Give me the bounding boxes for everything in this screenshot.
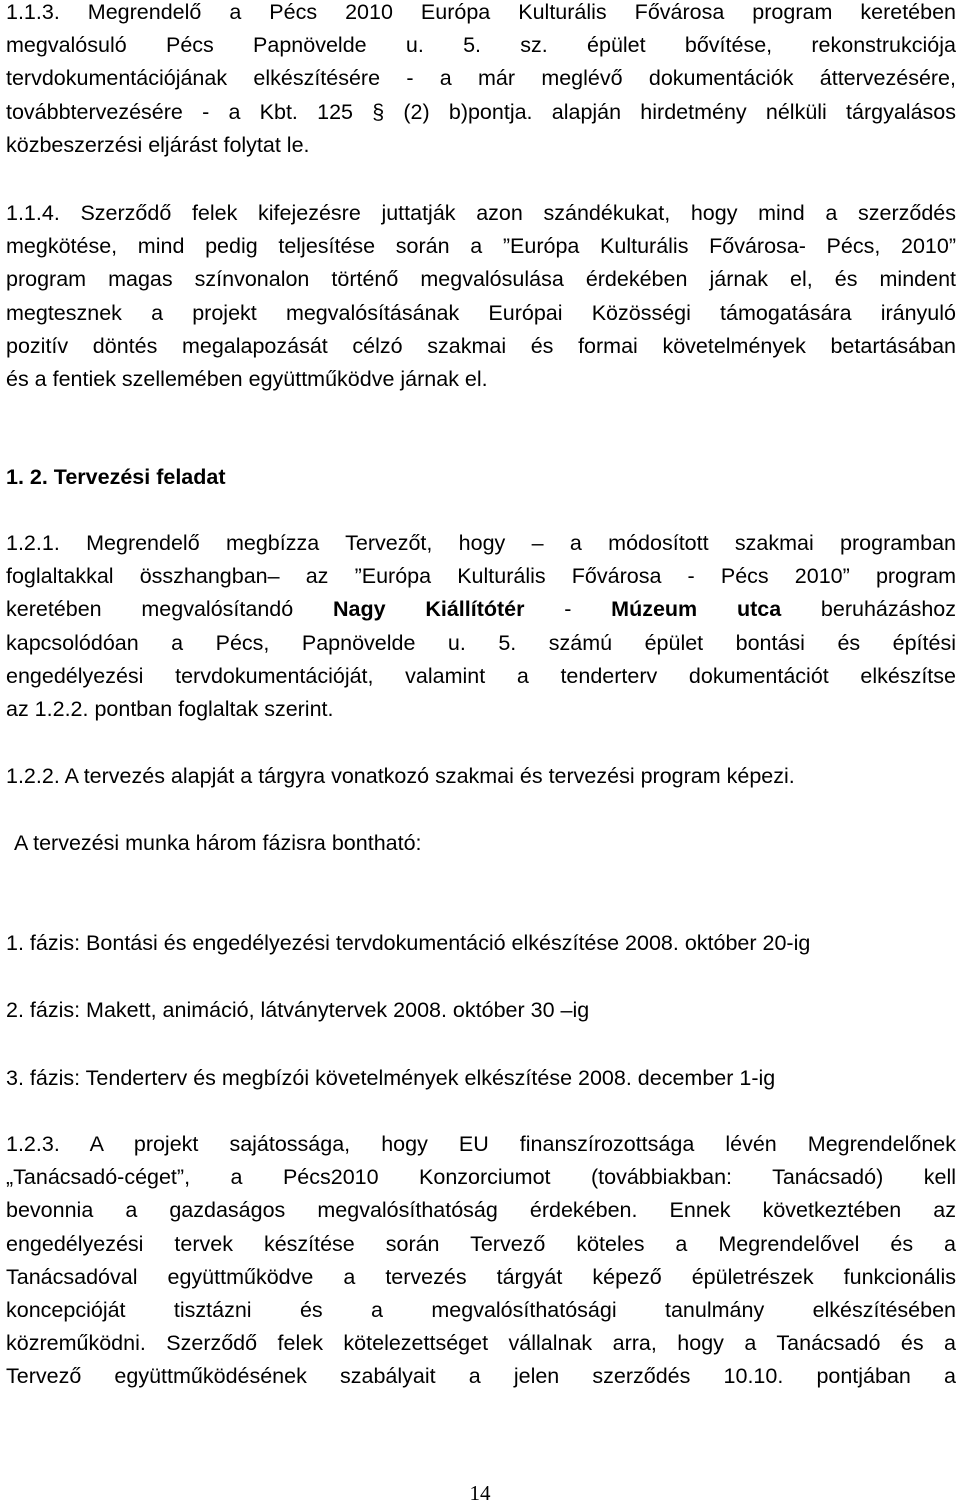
text-run: keretében megvalósítandó bbox=[6, 597, 333, 622]
paragraph-1-2-1 bbox=[6, 527, 956, 726]
paragraph-1-1-4 bbox=[6, 197, 956, 396]
text-line: megvalósuló Pécs Papnövelde u. 5. sz. épület bővítése, rekonstrukciója bbox=[6, 33, 956, 58]
text-line: kapcsolódóan a Pécs, Papnövelde u. 5. számú épület bontási és építési bbox=[6, 630, 956, 655]
text-line: „Tanácsadó-céget”, a Pécs2010 Konzorciumot (továbbiakban: Tanácsadó) kell bbox=[6, 1165, 956, 1190]
text-line: Tervező együttműködésének szabályait a jelen szerződés 10.10. pontjában a bbox=[6, 1364, 956, 1389]
text-line: közreműködni. Szerződő felek kötelezettséget vállalnak arra, hogy a Tanácsadó és a bbox=[6, 1331, 956, 1356]
text-line: Tanácsadóval együttműködve a tervezés tárgyát képező épületrészek funkcionális bbox=[6, 1264, 956, 1289]
phase-item: 1. fázis: Bontási és engedélyezési tervdokumentáció elkészítése 2008. október 20-ig bbox=[6, 931, 811, 955]
section-heading: 1. 2. Tervezési feladat bbox=[6, 465, 226, 489]
bold-term-nagy-kiallitoter: Nagy Kiállítótér bbox=[332, 597, 525, 622]
page-number: 14 bbox=[469, 1481, 491, 1505]
text-line: engedélyezési tervek készítése során Tervező köteles a Megrendelővel és a bbox=[6, 1231, 956, 1256]
text-line: 1.2.3. A projekt sajátossága, hogy EU finanszírozottsága lévén Megrendelőnek bbox=[6, 1132, 956, 1156]
text-line: koncepcióját tisztázni és a megvalósíthatósági tanulmány elkészítésében bbox=[6, 1298, 956, 1323]
text-line: továbbtervezésére - a Kbt. 125 § (2) b)pontja. alapján hirdetmény nélküli tárgyalásos bbox=[6, 99, 956, 124]
phase-item: 3. fázis: Tenderterv és megbízói követelmények elkészítése 2008. december 1-ig bbox=[6, 1066, 776, 1090]
text-line: tervdokumentációjának elkészítésére - a már meglévő dokumentációk áttervezésére, bbox=[6, 66, 956, 91]
text-run: beruházáshoz bbox=[781, 597, 956, 622]
text-line: megtesznek a projekt megvalósításának Európai Közösségi támogatására irányuló bbox=[6, 300, 956, 325]
text-line: 1.2.1. Megrendelő megbízza Tervezőt, hogy – a módosított szakmai programban bbox=[6, 531, 956, 555]
text-run: - bbox=[524, 597, 612, 622]
text-line: foglaltakkal összhangban– az ”Európa Kulturális Fővárosa - Pécs 2010” program bbox=[6, 564, 956, 589]
phase-item: 2. fázis: Makett, animáció, látványtervek 2008. október 30 –ig bbox=[6, 998, 590, 1022]
paragraph-1-2-2: 1.2.2. A tervezés alapját a tárgyra vonatkozó szakmai és tervezési program képezi. bbox=[6, 764, 795, 788]
text-line: program magas színvonalon történő megvalósulása érdekében járnak el, és mindent bbox=[6, 267, 956, 292]
text-line: közbeszerzési eljárást folytat le. bbox=[6, 132, 310, 157]
text-line: 1.1.4. Szerződő felek kifejezésre juttatják azon szándékukat, hogy mind a szerződés bbox=[6, 201, 956, 225]
text-line: és a fentiek szellemében együttműködve járnak el. bbox=[6, 367, 488, 392]
paragraph-1-1-3 bbox=[6, 0, 956, 162]
text-line: engedélyezési tervdokumentációját, valamint a tenderterv dokumentációt elkészítse bbox=[6, 663, 956, 688]
phases-intro: A tervezési munka három fázisra bontható: bbox=[14, 831, 422, 855]
text-line: bevonnia a gazdaságos megvalósíthatóság érdekében. Ennek következtében az bbox=[6, 1198, 956, 1223]
paragraph-1-2-3 bbox=[6, 1128, 956, 1394]
text-line: 1.1.3. Megrendelő a Pécs 2010 Európa Kulturális Fővárosa program keretében bbox=[6, 0, 956, 24]
text-line: az 1.2.2. pontban foglaltak szerint. bbox=[6, 697, 334, 722]
text-line: megkötése, mind pedig teljesítése során a ”Európa Kulturális Fővárosa- Pécs, 2010” bbox=[6, 234, 956, 259]
text-line-with-bold bbox=[6, 593, 956, 626]
text-line: pozitív döntés megalapozását célzó szakmai és formai követelmények betartásában bbox=[6, 333, 956, 358]
bold-term-muzeum-utca: Múzeum utca bbox=[611, 597, 782, 622]
